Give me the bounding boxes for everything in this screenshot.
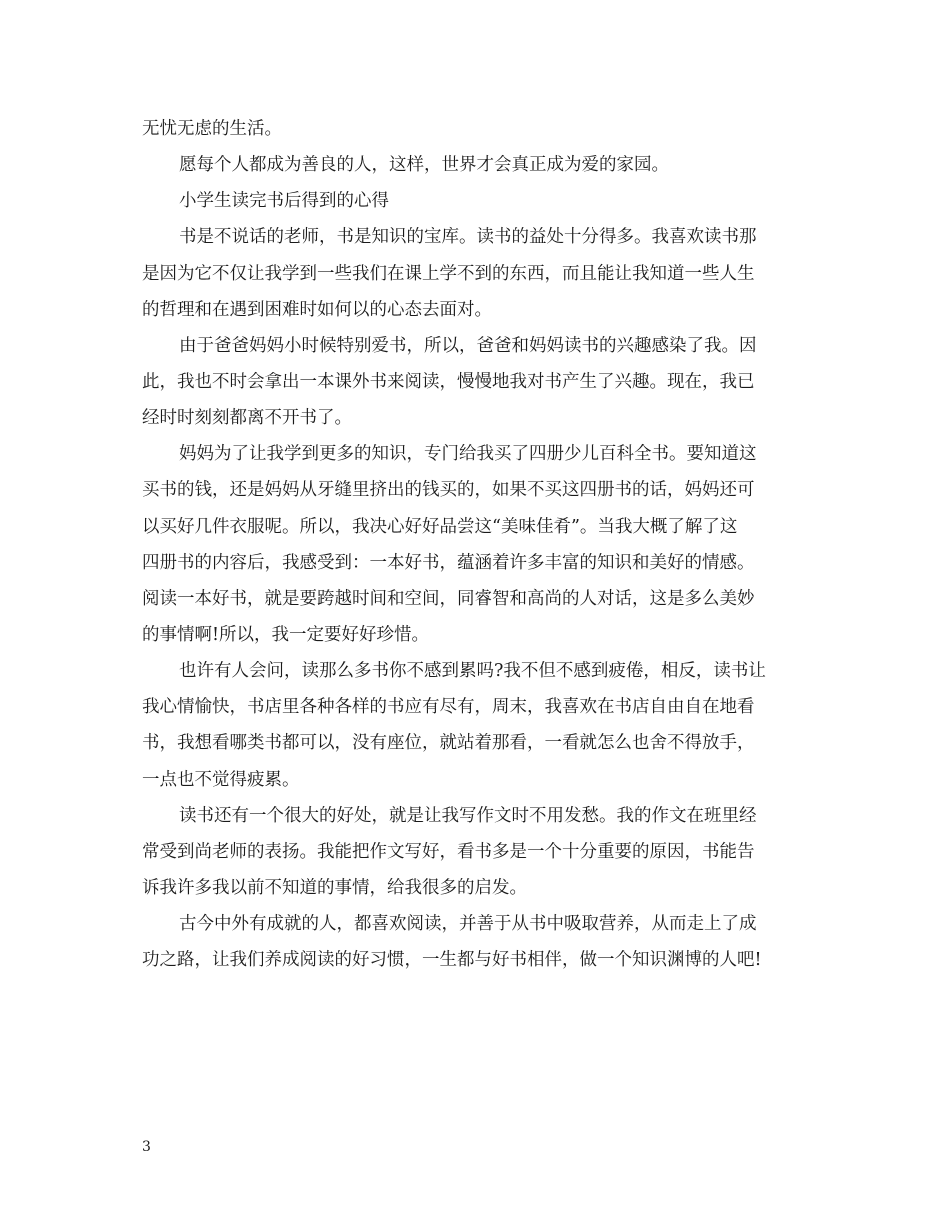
body-text <box>142 111 812 978</box>
text-line: 四册书的内容后，我感受到：一本好书，蕴涵着许多丰富的知识和美好的情感。 <box>142 552 755 573</box>
text-line: 常受到尚老师的表扬。我能把作文写好，看书多是一个十分重要的原因，书能告 <box>142 841 755 862</box>
text-line: 无忧无虑的生活。 <box>142 119 282 139</box>
text-line: 一点也不觉得疲累。 <box>142 769 300 790</box>
text-line: 阅读一本好书，就是要跨越时间和空间，同睿智和高尚的人对话，这是多么美妙 <box>142 588 755 609</box>
text-line: 此，我也不时会拿出一本课外书来阅读，慢慢地我对书产生了兴趣。现在，我已 <box>142 371 755 392</box>
page-number: 3 <box>142 1139 151 1155</box>
text-line: 由于爸爸妈妈小时候特别爱书，所以，爸爸和妈妈读书的兴趣感染了我。因 <box>179 335 757 356</box>
text-line: 买书的钱，还是妈妈从牙缝里挤出的钱买的，如果不买这四册书的话，妈妈还可 <box>142 480 755 501</box>
text-line: 以买好几件衣服呢。所以，我决心好好品尝这“美味佳肴”。当我大概了解了这 <box>142 516 738 537</box>
text-line: 我心情愉快，书店里各种各样的书应有尽有，周末，我喜欢在书店自由自在地看 <box>142 697 755 718</box>
text-line: 的哲理和在遇到困难时如何以的心态去面对。 <box>142 299 492 320</box>
text-line: 诉我许多我以前不知道的事情，给我很多的启发。 <box>142 877 527 898</box>
text-line: 古今中外有成就的人，都喜欢阅读，并善于从书中吸取营养，从而走上了成 <box>179 914 757 935</box>
text-line: 愿每个人都成为善良的人，这样，世界才会真正成为爱的家园。 <box>179 155 669 176</box>
text-line: 也许有人会问，读那么多书你不感到累吗?我不但不感到疲倦，相反，读书让 <box>179 661 766 682</box>
text-line: 书，我想看哪类书都可以，没有座位，就站着那看，一看就怎么也舍不得放手， <box>142 733 755 754</box>
text-line: 的事情啊!所以，我一定要好好珍惜。 <box>142 624 430 645</box>
text-line: 妈妈为了让我学到更多的知识，专门给我买了四册少儿百科全书。要知道这 <box>179 444 757 465</box>
text-line: 功之路，让我们养成阅读的好习惯，一生都与好书相伴，做一个知识渊博的人吧! <box>142 950 762 971</box>
section-heading: 小学生读完书后得到的心得 <box>179 191 389 212</box>
text-line: 经时时刻刻都离不开书了。 <box>142 408 352 429</box>
text-line: 书是不说话的老师，书是知识的宝库。读书的益处十分得多。我喜欢读书那 <box>179 227 757 248</box>
text-line: 读书还有一个很大的好处，就是让我写作文时不用发愁。我的作文在班里经 <box>179 805 757 826</box>
text-line: 是因为它不仅让我学到一些我们在课上学不到的东西，而且能让我知道一些人生 <box>142 263 755 284</box>
